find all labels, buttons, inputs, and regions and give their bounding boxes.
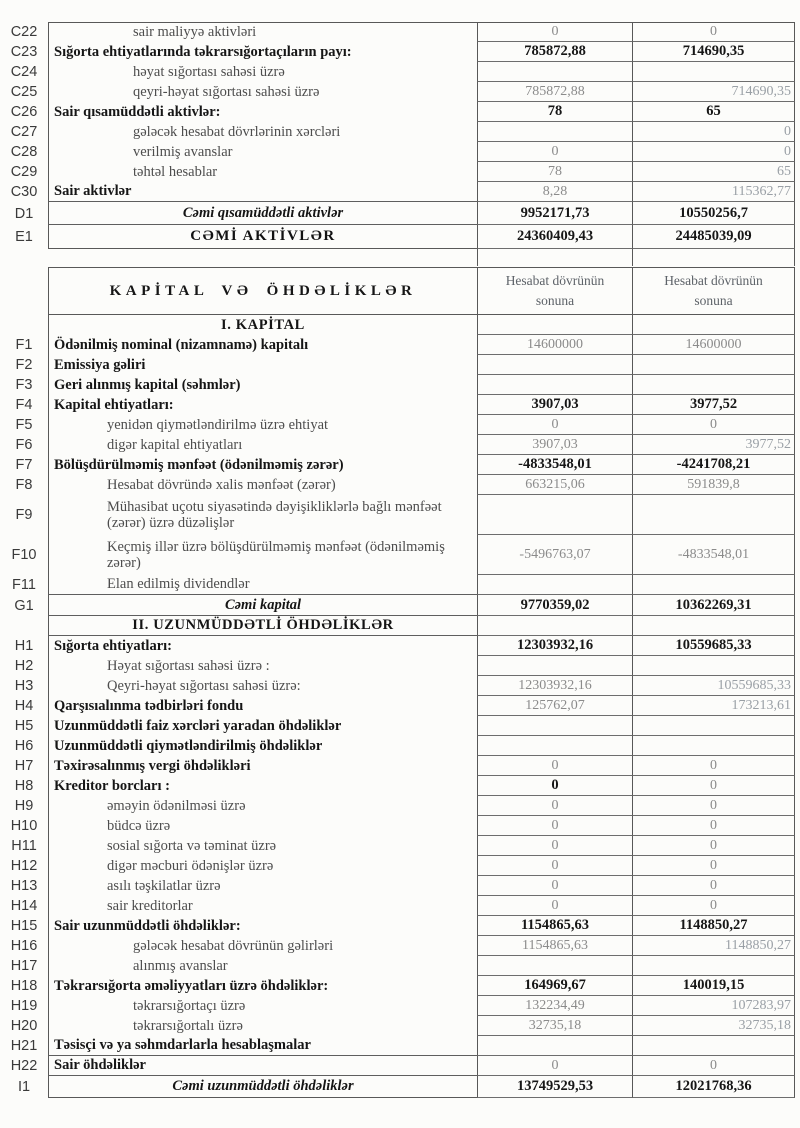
row-label: büdcə üzrə [48, 816, 477, 836]
row-code: C25 [10, 84, 38, 100]
row-code: C23 [10, 44, 38, 60]
value-col2: 24485039,09 [632, 225, 795, 249]
row-code: F3 [15, 377, 33, 393]
value-col1 [477, 122, 632, 142]
value-col1 [477, 375, 632, 395]
row-code: H19 [10, 998, 38, 1014]
row-label: gələcək hesabat dövrünün gəlirləri [48, 936, 477, 956]
row-label: Sair öhdəliklər [48, 1056, 477, 1076]
value-col2 [632, 495, 795, 535]
value-col1: 1154865,63 [477, 916, 632, 936]
row-label: I. KAPİTAL [48, 315, 477, 335]
table-row [0, 455, 795, 475]
row-label: sosial sığorta və təminat üzrə [48, 836, 477, 856]
row-code: F1 [15, 337, 33, 353]
table-row [0, 182, 795, 202]
table-row [0, 1056, 795, 1076]
value-col1: 0 [477, 756, 632, 776]
row-label: Mühasibat uçotu siyasətində dəyişikliklərlə bağlı mənfəət (zərər) üzrə düzəlişlər [48, 495, 477, 535]
table-row [0, 616, 795, 636]
row-code: F6 [15, 437, 33, 453]
table-row [0, 796, 795, 816]
row-code: H11 [11, 838, 37, 854]
row-code: H20 [10, 1018, 38, 1034]
row-label: asılı təşkilatlar üzrə [48, 876, 477, 896]
value-col2: 0 [632, 142, 795, 162]
value-col1: 78 [477, 102, 632, 122]
value-col1: 0 [477, 856, 632, 876]
row-code: H7 [14, 758, 34, 774]
row-label: Bölüşdürülməmiş mənfəət (ödənilməmiş zərər) [48, 455, 477, 475]
value-col2: 591839,8 [632, 475, 795, 495]
value-col1: 3907,03 [477, 435, 632, 455]
value-col2: 115362,77 [632, 182, 795, 202]
value-col1 [477, 62, 632, 82]
row-label: Kreditor borcları : [48, 776, 477, 796]
row-code: H18 [10, 978, 38, 994]
row-code: F2 [15, 357, 33, 373]
table-row [0, 836, 795, 856]
value-col2: 140019,15 [632, 976, 795, 996]
value-col1 [477, 656, 632, 676]
value-col1: 164969,67 [477, 976, 632, 996]
table-row [0, 676, 795, 696]
row-label: Təxirəsalınmış vergi öhdəlikləri [48, 756, 477, 776]
row-label: Uzunmüddətli qiymətləndirilmiş öhdəliklər [48, 736, 477, 756]
row-label: təhtəl hesablar [48, 162, 477, 182]
row-label: Emissiya gəliri [48, 355, 477, 375]
table-gap-stub [477, 249, 795, 266]
table-row [0, 656, 795, 676]
table-row [0, 202, 795, 225]
value-col2: 0 [632, 816, 795, 836]
row-label: Sığorta ehtiyatları: [48, 636, 477, 656]
table-row [0, 315, 795, 335]
row-code: C27 [10, 124, 38, 140]
table-row [0, 435, 795, 455]
row-label: Təkrarsığorta əməliyyatları üzrə öhdəliklər: [48, 976, 477, 996]
value-col1: 0 [477, 836, 632, 856]
row-code: C26 [10, 104, 38, 120]
row-label: gələcək hesabat dövrlərinin xərcləri [48, 122, 477, 142]
row-code: H2 [14, 658, 34, 674]
row-label: təkrarsığortalı üzrə [48, 1016, 477, 1036]
value-col2: 10550256,7 [632, 202, 795, 225]
value-col1: -4833548,01 [477, 455, 632, 475]
value-col2 [632, 315, 795, 335]
row-label: Ödənilmiş nominal (nizamnamə) kapitalı [48, 335, 477, 355]
row-code: H12 [10, 858, 38, 874]
row-label: yenidən qiymətləndirilmə üzrə ehtiyat [48, 415, 477, 435]
value-col2: 0 [632, 796, 795, 816]
row-code: H22 [10, 1058, 38, 1074]
row-code: I1 [17, 1079, 31, 1095]
value-col2: 714690,35 [632, 42, 795, 62]
value-col1 [477, 355, 632, 375]
value-col2: 10559685,33 [632, 636, 795, 656]
table-title: KAPİTAL VƏ ÖHDƏLİKLƏR [48, 267, 477, 315]
table-row [0, 22, 795, 42]
value-col1: 785872,88 [477, 82, 632, 102]
row-code: D1 [14, 205, 34, 222]
value-col2: 0 [632, 896, 795, 916]
row-code: C24 [10, 64, 38, 80]
value-col1: 9952171,73 [477, 202, 632, 225]
value-col2 [632, 656, 795, 676]
row-label: CƏMİ AKTİVLƏR [48, 225, 477, 249]
value-col2: 0 [632, 122, 795, 142]
value-col2 [632, 575, 795, 595]
row-label: digər məcburi ödənişlər üzrə [48, 856, 477, 876]
value-col1 [477, 616, 632, 636]
value-col2: 0 [632, 856, 795, 876]
table-row [0, 956, 795, 976]
row-label: həyat sığortası sahəsi üzrə [48, 62, 477, 82]
value-col1: -5496763,07 [477, 535, 632, 575]
value-col1: 0 [477, 776, 632, 796]
value-col2: 0 [632, 1056, 795, 1076]
value-col2: 0 [632, 836, 795, 856]
row-label: Sair aktivlər [48, 182, 477, 202]
table-row [0, 42, 795, 62]
value-col1: 0 [477, 1056, 632, 1076]
value-col2: 65 [632, 102, 795, 122]
value-col1: 12303932,16 [477, 676, 632, 696]
row-code: H1 [14, 638, 34, 654]
value-col2: 1148850,27 [632, 936, 795, 956]
value-col1: 132234,49 [477, 996, 632, 1016]
value-col2: 714690,35 [632, 82, 795, 102]
row-label: Sair uzunmüddətli öhdəliklər: [48, 916, 477, 936]
table-row [0, 976, 795, 996]
row-label: Cəmi qısamüddətli aktivlər [48, 202, 477, 225]
value-col1: 14600000 [477, 335, 632, 355]
value-col2: 0 [632, 876, 795, 896]
table-row [0, 636, 795, 656]
row-code: F7 [15, 457, 33, 473]
value-col1: 785872,88 [477, 42, 632, 62]
row-code: H5 [14, 718, 34, 734]
row-code: F5 [15, 417, 33, 433]
value-col1: 9770359,02 [477, 595, 632, 616]
value-col2: 3977,52 [632, 395, 795, 415]
table-row [0, 225, 795, 249]
row-label: Təsisçi və ya səhmdarlarla hesablaşmalar [48, 1036, 477, 1056]
table-row [0, 876, 795, 896]
value-col1: 0 [477, 816, 632, 836]
row-code: H8 [14, 778, 34, 794]
value-col2: -4833548,01 [632, 535, 795, 575]
table-row [0, 475, 795, 495]
header-code-spacer [0, 267, 48, 315]
table-row [0, 716, 795, 736]
value-col1: 125762,07 [477, 696, 632, 716]
value-col1 [477, 315, 632, 335]
capital-liabilities-header [0, 267, 795, 315]
table-row [0, 162, 795, 182]
value-col1: 0 [477, 796, 632, 816]
table-row [0, 415, 795, 435]
row-code: H6 [14, 738, 34, 754]
row-code: C30 [10, 184, 38, 200]
table-row [0, 1076, 795, 1098]
value-col1: 32735,18 [477, 1016, 632, 1036]
row-label: Qarşısıalınma tədbirləri fondu [48, 696, 477, 716]
row-label: təkrarsığortaçı üzrə [48, 996, 477, 1016]
row-label: II. UZUNMÜDDƏTLİ ÖHDƏLİKLƏR [48, 616, 477, 636]
value-col2: 65 [632, 162, 795, 182]
row-code [0, 616, 48, 636]
value-col2: 1148850,27 [632, 916, 795, 936]
table-row [0, 122, 795, 142]
row-label: Kapital ehtiyatları: [48, 395, 477, 415]
row-code: H21 [10, 1038, 38, 1054]
value-col2: 107283,97 [632, 996, 795, 1016]
table-gap-divider [632, 249, 633, 266]
row-code: H13 [10, 878, 38, 894]
table-row [0, 102, 795, 122]
value-col2 [632, 355, 795, 375]
row-label: Uzunmüddətli faiz xərcləri yaradan öhdəliklər [48, 716, 477, 736]
value-col1 [477, 495, 632, 535]
value-col1 [477, 736, 632, 756]
row-label: verilmiş avanslar [48, 142, 477, 162]
value-col2 [632, 62, 795, 82]
value-col1: 3907,03 [477, 395, 632, 415]
value-col2: 3977,52 [632, 435, 795, 455]
row-label: alınmış avanslar [48, 956, 477, 976]
value-col2 [632, 736, 795, 756]
row-code: H3 [14, 678, 34, 694]
row-code: C22 [10, 24, 38, 40]
value-col1 [477, 956, 632, 976]
table-row [0, 756, 795, 776]
row-label: Geri alınmış kapital (səhmlər) [48, 375, 477, 395]
table-row [0, 62, 795, 82]
column-header-period-1: Hesabat dövrünün sonuna [477, 267, 632, 315]
row-code: C29 [10, 164, 38, 180]
row-label: digər kapital ehtiyatları [48, 435, 477, 455]
row-code: C28 [10, 144, 38, 160]
value-col2: -4241708,21 [632, 455, 795, 475]
row-code: H17 [10, 958, 38, 974]
value-col1: 663215,06 [477, 475, 632, 495]
table-row [0, 335, 795, 355]
row-code: F10 [11, 547, 37, 563]
value-col1: 8,28 [477, 182, 632, 202]
value-col2: 12021768,36 [632, 1076, 795, 1098]
table-row [0, 856, 795, 876]
table-row [0, 1016, 795, 1036]
value-col1: 0 [477, 876, 632, 896]
row-label: Sığorta ehtiyatlarında təkrarsığortaçıların payı: [48, 42, 477, 62]
row-code: F8 [15, 477, 33, 493]
row-label: Sair qısamüddətli aktivlər: [48, 102, 477, 122]
value-col2 [632, 956, 795, 976]
value-col1 [477, 716, 632, 736]
row-label: sair kreditorlar [48, 896, 477, 916]
assets-rows [0, 22, 795, 249]
assets-table [0, 22, 795, 249]
table-row [0, 896, 795, 916]
table-row [0, 142, 795, 162]
value-col1: 78 [477, 162, 632, 182]
row-code: E1 [15, 229, 33, 245]
value-col1: 0 [477, 22, 632, 42]
row-label: qeyri-həyat sığortası sahəsi üzrə [48, 82, 477, 102]
row-label: Keçmiş illər üzrə bölüşdürülməmiş mənfəət (ödənilməmiş zərər) [48, 535, 477, 575]
table-row [0, 535, 795, 575]
table-row [0, 375, 795, 395]
value-col1: 13749529,53 [477, 1076, 632, 1098]
row-label: sair maliyyə aktivləri [48, 22, 477, 42]
value-col2 [632, 716, 795, 736]
table-row [0, 776, 795, 796]
table-row [0, 1036, 795, 1056]
value-col1: 0 [477, 142, 632, 162]
table-row [0, 916, 795, 936]
value-col2: 173213,61 [632, 696, 795, 716]
table-row [0, 495, 795, 535]
value-col2: 32735,18 [632, 1016, 795, 1036]
value-col1 [477, 1036, 632, 1056]
column-header-period-2: Hesabat dövrünün sonuna [632, 267, 795, 315]
row-code: H9 [14, 798, 34, 814]
table-row [0, 996, 795, 1016]
value-col1: 0 [477, 415, 632, 435]
row-code: H4 [14, 698, 34, 714]
table-row [0, 355, 795, 375]
row-label: Cəmi kapital [48, 595, 477, 616]
value-col2: 10559685,33 [632, 676, 795, 696]
row-code: F9 [15, 507, 33, 523]
table-row [0, 575, 795, 595]
row-code: G1 [14, 597, 34, 614]
table-row [0, 936, 795, 956]
value-col2: 0 [632, 22, 795, 42]
row-code: H16 [10, 938, 38, 954]
capital-liabilities-table [0, 267, 795, 1098]
row-label: əməyin ödənilməsi üzrə [48, 796, 477, 816]
table-row [0, 696, 795, 716]
value-col2: 14600000 [632, 335, 795, 355]
value-col1: 24360409,43 [477, 225, 632, 249]
value-col1: 12303932,16 [477, 636, 632, 656]
value-col2: 10362269,31 [632, 595, 795, 616]
row-code: H10 [10, 818, 38, 834]
table-row [0, 816, 795, 836]
row-code: F4 [15, 397, 33, 413]
row-code: F11 [12, 577, 36, 593]
row-label: Qeyri-həyat sığortası sahəsi üzrə: [48, 676, 477, 696]
value-col1: 1154865,63 [477, 936, 632, 956]
row-code: H15 [10, 918, 38, 934]
value-col2: 0 [632, 415, 795, 435]
row-code: H14 [10, 898, 38, 914]
value-col1: 0 [477, 896, 632, 916]
value-col2 [632, 1036, 795, 1056]
value-col2 [632, 616, 795, 636]
value-col2: 0 [632, 776, 795, 796]
table-row [0, 82, 795, 102]
row-label: Cəmi uzunmüddətli öhdəliklər [48, 1076, 477, 1098]
row-code [0, 315, 48, 335]
row-label: Hesabat dövründə xalis mənfəət (zərər) [48, 475, 477, 495]
capital-liabilities-rows [0, 315, 795, 1098]
row-label: Həyat sığortası sahəsi üzrə : [48, 656, 477, 676]
value-col1 [477, 575, 632, 595]
row-label: Elan edilmiş dividendlər [48, 575, 477, 595]
table-row [0, 736, 795, 756]
value-col2: 0 [632, 756, 795, 776]
table-row [0, 395, 795, 415]
value-col2 [632, 375, 795, 395]
table-row [0, 595, 795, 616]
